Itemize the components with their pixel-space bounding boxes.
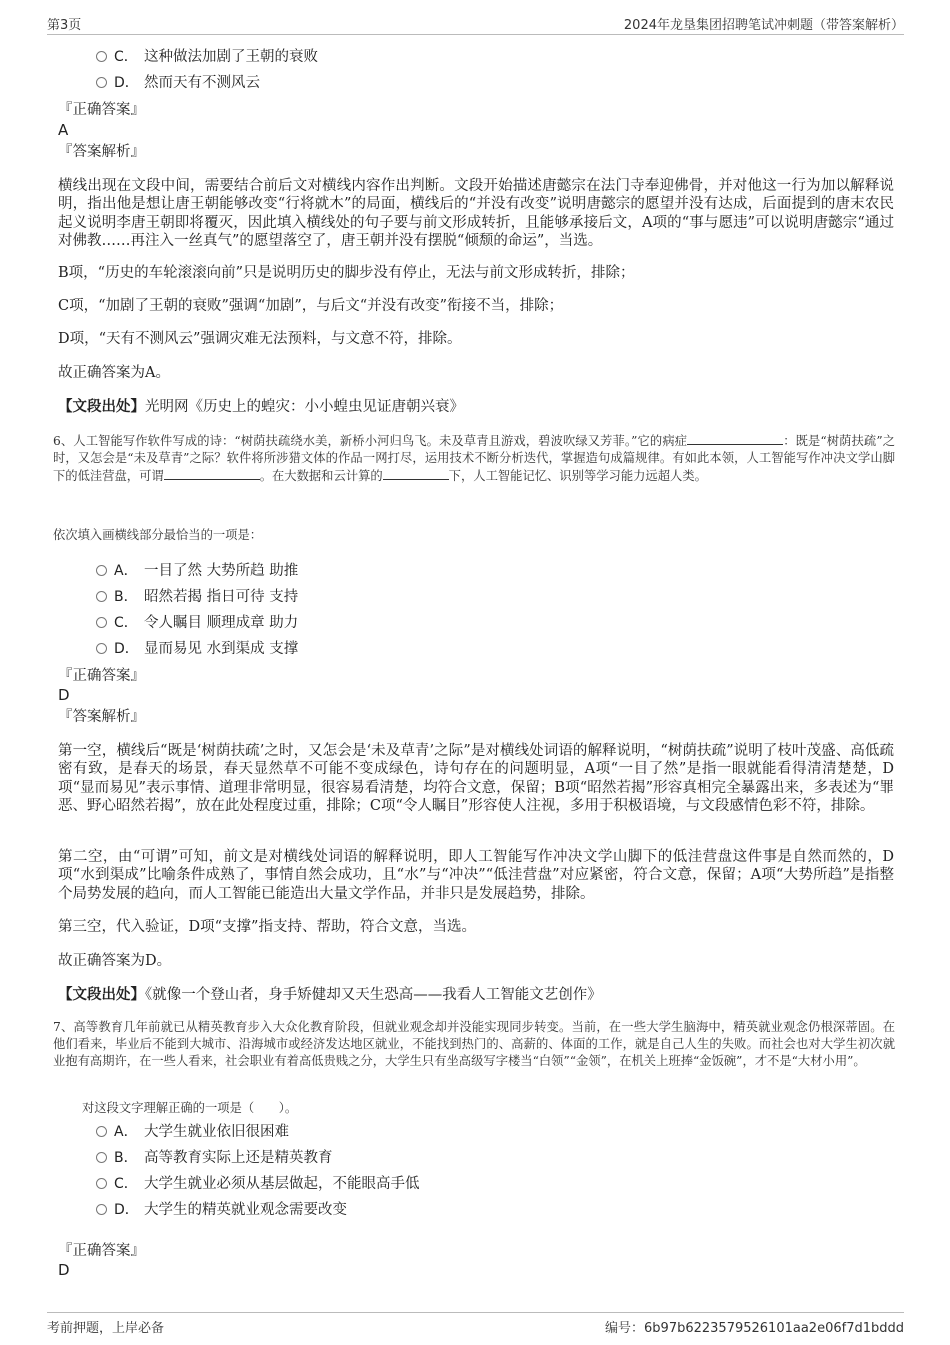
q7-answer-label: 『正确答案』 bbox=[58, 1243, 145, 1259]
radio-icon[interactable] bbox=[96, 1152, 107, 1163]
radio-icon[interactable] bbox=[96, 1126, 107, 1137]
q6-answer: D bbox=[58, 686, 70, 704]
q7-stem: 7、高等教育几年前就已从精英教育步入大众化教育阶段，但就业观念却并没能实现同步转变。当前，在一些大学生脑海中，精英就业观念仍根深蒂固。在他们看来，毕业后不能到大城市、沿海城市或经济发达地区就业，不能找到热门的、高薪的、体面的工作，就是自己人生的失败。而社会也对大学生初次就业抱有高期许，在一些人看来，社会职业有着高低贵贱之分，大学生只有坐高级写字楼当“白领”“金领”，在机关上班捧“金饭碗”，才不是“大材小用”。 bbox=[53, 1020, 895, 1068]
q6-option-c[interactable]: C． 令人瞩目 顺理成章 助力 bbox=[96, 613, 298, 633]
q5-option-c[interactable]: C． 这种做法加剧了王朝的衰败 bbox=[96, 47, 318, 67]
radio-icon[interactable] bbox=[96, 1178, 107, 1189]
q7-prompt: 对这段文字理解正确的一项是（ ）。 bbox=[82, 1101, 298, 1115]
q6-option-b[interactable]: B． 昭然若揭 指日可待 支持 bbox=[96, 587, 298, 607]
q6-analysis-paragraph: 第一空，横线后“既是‘树荫扶疏’之时，又怎会是‘未及草青’之际”是对横线处词语的解释说明，“树荫扶疏”说明了枝叶茂盛、高低疏密有致，是春天的场景，春天显然草不可能不变成绿色，诗句存在的问题明显，A项“一目了然”是指一眼就能看得清清楚楚，D项“显而易见”表示事情、道理非常明显，很容易看清楚，均符合文意，保留；B项“昭然若揭”形容真相完全暴露出来，多表述为“罪恶、野心昭然若揭”，放在此处程度过重，排除；C项“令人瞩目”形容使人注视，多用于积极语境，与文段感情色彩不符，排除。 bbox=[58, 743, 894, 815]
page-footer bbox=[47, 1312, 904, 1337]
page-header bbox=[47, 10, 904, 35]
document-title: 2024年龙垦集团招聘笔试冲刺题（带答案解析） bbox=[623, 18, 904, 33]
q6-prompt: 依次填入画横线部分最恰当的一项是： bbox=[53, 528, 263, 542]
source-text: 光明网《历史上的蝗灾：小小蝗虫见证唐朝兴衰》 bbox=[145, 399, 464, 415]
footer-slogan: 考前押题，上岸必备 bbox=[47, 1321, 165, 1336]
radio-icon[interactable] bbox=[96, 1204, 107, 1215]
q5-analysis-paragraph: 故正确答案为A。 bbox=[58, 365, 170, 381]
q6-analysis-paragraph: 第二空，由“可谓”可知，前文是对横线处词语的解释说明，即人工智能写作冲决文学山脚下的低洼营盘这件事是自然而然的，D项“水到渠成”比喻条件成熟了，事情自然会成功，且“水”与“冲决”“低洼营盘”对应紧密，符合文意，保留；A项“大势所趋”是指整个局势发展的趋向，而人工智能已能造出大量文学作品，并非只是发展趋势，排除。 bbox=[58, 849, 894, 902]
source-label: 【文段出处】 bbox=[58, 986, 145, 1003]
q7-option-b[interactable]: B． 高等教育实际上还是精英教育 bbox=[96, 1148, 333, 1168]
radio-icon[interactable] bbox=[96, 591, 107, 602]
q5-option-d[interactable]: D． 然而天有不测风云 bbox=[96, 73, 260, 93]
q7-option-c[interactable]: C． 大学生就业必须从基层做起，不能眼高手低 bbox=[96, 1174, 420, 1194]
radio-icon[interactable] bbox=[96, 565, 107, 576]
q5-source bbox=[58, 397, 464, 417]
q5-analysis-paragraph: C项，“加剧了王朝的衰败”强调“加剧”，与后文“并没有改变”衔接不当，排除； bbox=[58, 298, 564, 314]
q6-answer-label: 『正确答案』 bbox=[58, 668, 145, 684]
fill-blank[interactable] bbox=[164, 467, 260, 480]
q6-option-d[interactable]: D． 显而易见 水到渠成 支撑 bbox=[96, 639, 298, 659]
q6-analysis-paragraph: 故正确答案为D。 bbox=[58, 953, 172, 969]
q7-option-d[interactable]: D． 大学生的精英就业观念需要改变 bbox=[96, 1200, 347, 1220]
q7-answer: D bbox=[58, 1261, 70, 1279]
q5-analysis-paragraph: 横线出现在文段中间，需要结合前后文对横线内容作出判断。文段开始描述唐懿宗在法门寺奉迎佛骨，并对他这一行为加以解释说明，指出他是想让唐王朝能够改变“行将就木”的局面，横线后的“并没有改变”说明唐懿宗的愿望并没有达成，后面提到的唐末农民起义说明李唐王朝即将覆灭，因此填入横线处的句子要与前文形成转折，且能够承接后文，A项的“事与愿违”可以说明唐懿宗“通过对佛教……再注入一丝真气”的愿望落空了，唐王朝并没有摆脱“倾颓的命运”，当选。 bbox=[58, 178, 894, 250]
q5-analysis-label: 『答案解析』 bbox=[58, 144, 145, 160]
q7-option-a[interactable]: A． 大学生就业依旧很困难 bbox=[96, 1122, 289, 1142]
radio-icon[interactable] bbox=[96, 51, 107, 62]
document-id: 编号：6b97b6223579526101aa2e06f7d1bddd bbox=[605, 1321, 904, 1336]
fill-blank[interactable] bbox=[383, 467, 449, 480]
q6-source bbox=[58, 985, 602, 1005]
q5-analysis-paragraph: B项，“历史的车轮滚滚向前”只是说明历史的脚步没有停止，无法与前文形成转折，排除； bbox=[58, 265, 635, 281]
q6-analysis-paragraph: 第三空，代入验证，D项“支撑”指支持、帮助，符合文意，当选。 bbox=[58, 919, 476, 935]
radio-icon[interactable] bbox=[96, 77, 107, 88]
source-label: 【文段出处】 bbox=[58, 398, 145, 415]
radio-icon[interactable] bbox=[96, 617, 107, 628]
fill-blank[interactable] bbox=[687, 432, 783, 445]
q6-stem: 6、人工智能写作软件写成的诗：“树荫扶疏绕水美，新桥小河归鸟飞。未及草青且游戏，碧波吹绿又芳菲。”它的病症 ：既是“树荫扶疏”之时，又怎会是“未及草青”之际？软件将所涉猎文体的作品一网打尽，运用技术不断分析迭代，掌握造句成篇规律。有如此本领，人工智能写作冲决文学山脚下的低洼营盘，可谓 。在大数据和云计算的 下，人工智能记忆、识别等学习能力远超人类。 bbox=[53, 434, 896, 483]
q5-answer-label: 『正确答案』 bbox=[58, 102, 145, 118]
q6-analysis-label: 『答案解析』 bbox=[58, 709, 145, 725]
q5-answer: A bbox=[58, 121, 69, 139]
source-text: 《就像一个登山者，身手矫健却又天生恐高——我看人工智能文艺创作》 bbox=[145, 987, 602, 1003]
page-number: 第3页 bbox=[47, 18, 82, 33]
q6-option-a[interactable]: A． 一目了然 大势所趋 助推 bbox=[96, 561, 298, 581]
radio-icon[interactable] bbox=[96, 643, 107, 654]
q5-analysis-paragraph: D项，“天有不测风云”强调灾难无法预料，与文意不符，排除。 bbox=[58, 331, 462, 347]
